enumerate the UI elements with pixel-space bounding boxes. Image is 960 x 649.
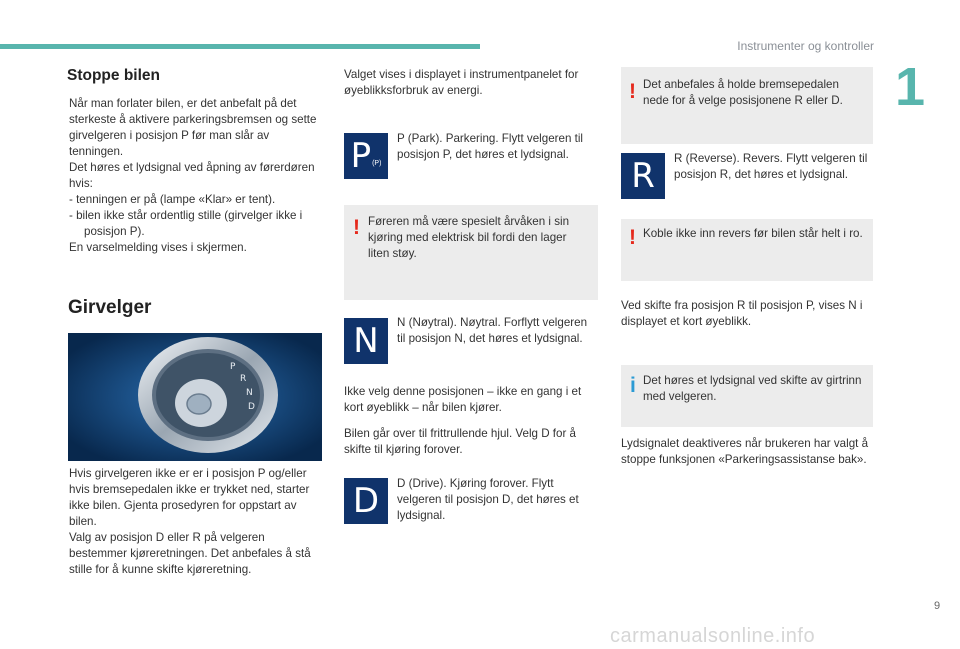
warning-icon: ! xyxy=(629,226,636,249)
warning-icon: ! xyxy=(353,216,360,239)
girvelger-text xyxy=(69,466,325,578)
intro-text: Valget vises i displayet i instrumentpanelet for øyeblikksforbruk av energi. xyxy=(344,68,579,97)
deactivation-text: Lydsignalet deaktiveres når brukeren har valgt å stoppe funksjonen «Parkeringsassistanse bak». xyxy=(621,437,869,466)
girvelger-line: Hvis girvelgeren ikke er er i posisjon P og/eller hvis bremsepedalen ikke er trykket ned, starter ikke bilen. Gjenta prosedyren for oppstart av bilen. xyxy=(69,467,310,528)
stop-list-item: - tenningen er på (lampe «Klar» er tent). xyxy=(69,193,276,206)
neutral-note: Ikke velg denne posisjonen – ikke en gang i et kort øyeblikk – når bilen kjører. xyxy=(344,385,582,414)
watermark: carmanualsonline.info xyxy=(610,625,816,647)
stop-line: Det høres et lydsignal ved åpning av førerdøren hvis: xyxy=(69,161,315,190)
stop-line: Når man forlater bilen, er det anbefalt på det sterkeste å aktivere parkeringsbremsen og sette girvelgeren i posisjon P før man slår av tenningen. xyxy=(69,97,317,158)
warning-icon: ! xyxy=(629,80,636,103)
page-number: 9 xyxy=(934,600,941,612)
driver-warning-text: Føreren må være spesielt årvåken i sin kjøring med elektrisk bil fordi den lager liten støy. xyxy=(368,215,570,260)
chapter-number: 1 xyxy=(895,57,926,117)
gear-r-glyph: R xyxy=(631,156,655,196)
gear-n-icon xyxy=(344,318,388,364)
gear-r-text: R (Reverse). Revers. Flytt velgeren til posisjon R, det høres et lydsignal. xyxy=(674,152,868,181)
girvelger-title: Girvelger xyxy=(68,297,152,318)
gear-d-glyph: D xyxy=(352,481,380,521)
reverse-warning xyxy=(621,219,873,281)
switch-note: Ved skifte fra posisjon R til posisjon P, vises N i displayet et kort øyeblikk. xyxy=(621,299,863,328)
auto-p-sub: (P) xyxy=(372,159,382,167)
brake-warning-text: Det anbefales å holde bremsepedalen nede for å velge posisjonene R eller D. xyxy=(643,78,843,107)
photo-letter-n: N xyxy=(246,388,253,398)
gear-selector-photo xyxy=(68,333,322,461)
gear-p-icon xyxy=(344,133,388,179)
gear-p-text: P (Park). Parkering. Flytt velgeren til posisjon P, det høres et lydsignal. xyxy=(397,132,583,161)
gear-d-icon xyxy=(344,478,388,524)
girvelger-line: Valg av posisjon D eller R på velgeren bestemmer kjøreretningen. Det anbefales å stå stille for å kunne skifte kjøreretning. xyxy=(69,531,311,576)
driver-warning xyxy=(344,205,598,300)
header-accent-bar xyxy=(0,44,480,49)
stop-text xyxy=(69,96,325,256)
photo-letter-r: R xyxy=(240,374,247,384)
info-icon: i xyxy=(630,374,636,397)
gear-r-icon xyxy=(621,153,665,199)
gear-d-text: D (Drive). Kjøring forover. Flytt velgeren til posisjon D, det høres et lydsignal. xyxy=(397,477,579,522)
brake-warning xyxy=(621,67,873,144)
gear-n-glyph: N xyxy=(353,321,379,361)
gear-n-text: N (Nøytral). Nøytral. Forflytt velgeren til posisjon N, det høres et lydsignal. xyxy=(397,316,588,345)
sound-info xyxy=(621,365,873,427)
stop-line: En varselmelding vises i skjermen. xyxy=(69,241,247,254)
stop-title: Stoppe bilen xyxy=(67,67,160,84)
reverse-warning-text: Koble ikke inn revers før bilen står helt i ro. xyxy=(643,227,863,240)
gear-p-glyph: P xyxy=(350,136,372,176)
photo-letter-d: D xyxy=(248,402,255,412)
photo-letter-p: P xyxy=(230,362,236,372)
gear-selector-illustration xyxy=(68,333,322,461)
freewheel-text: Bilen går over til frittrullende hjul. Velg D for å skifte til kjøring forover. xyxy=(344,427,576,456)
sound-info-text: Det høres et lydsignal ved skifte av girtrinn med velgeren. xyxy=(643,374,862,403)
chapter-title: Instrumenter og kontroller xyxy=(737,39,874,53)
stop-list-item: - bilen ikke står ordentlig stille (girvelger ikke i posisjon P). xyxy=(69,209,303,238)
